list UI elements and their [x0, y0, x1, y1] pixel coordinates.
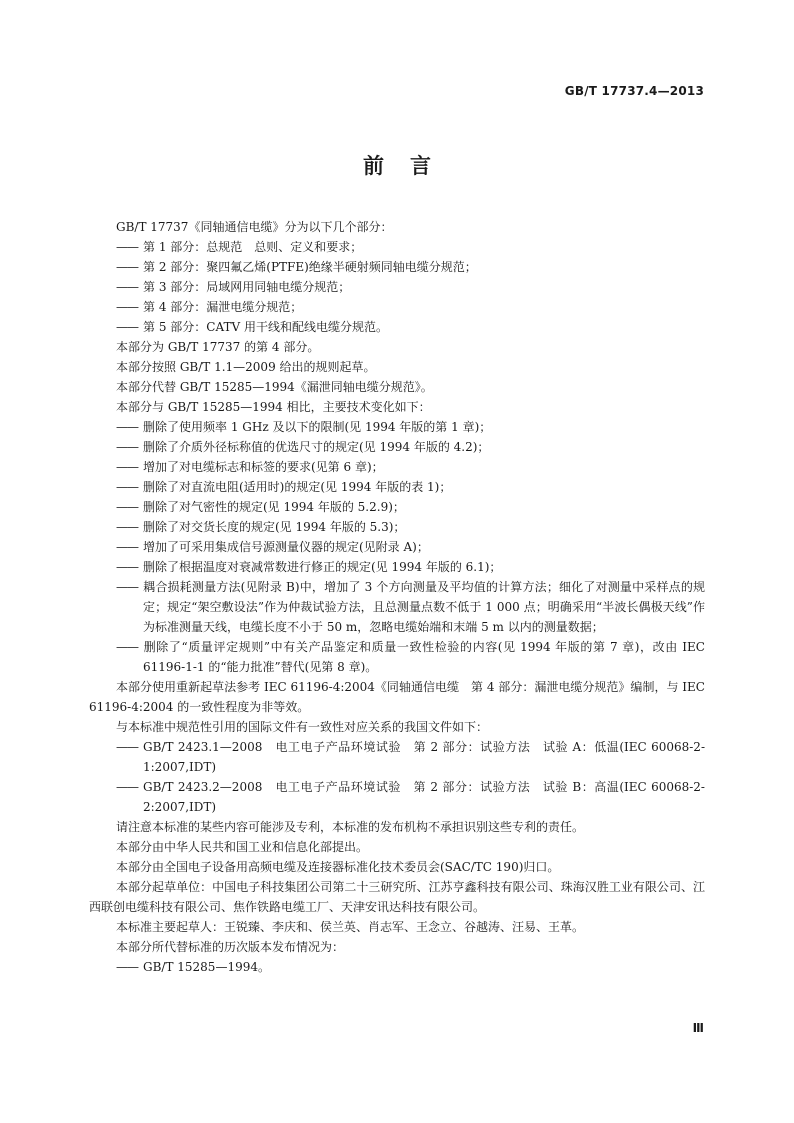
- drafting-rule: 本部分按照 GB/T 1.1—2009 给出的规则起草。: [116, 360, 376, 374]
- document-body: [89, 217, 705, 977]
- dash-marker: ——: [116, 640, 138, 654]
- dash-marker: ——: [116, 520, 138, 534]
- dash-marker: ——: [116, 480, 138, 494]
- list-item: —— 第 4 部分：漏泄电缆分规范；: [89, 297, 705, 317]
- list-item: —— 删除了使用频率 1 GHz 及以下的限制(见 1994 年版的第 1 章)；: [89, 417, 705, 437]
- dash-marker: ——: [116, 780, 138, 794]
- dash-marker: ——: [116, 280, 138, 294]
- dash-marker: ——: [116, 740, 138, 754]
- intro-paragraph: GB/T 17737《同轴通信电缆》分为以下几个部分：: [116, 220, 393, 234]
- refs-intro: 与本标准中规范性引用的国际文件有一致性对应关系的我国文件如下：: [116, 720, 489, 734]
- list-item: —— 第 5 部分：CATV 用干线和配线电缆分规范。: [89, 317, 705, 337]
- dash-marker: ——: [116, 460, 138, 474]
- dash-marker: ——: [116, 260, 138, 274]
- standard-number: GB/T 17737.4—2013: [564, 84, 704, 98]
- list-item: —— 删除了介质外径标称值的优选尺寸的规定(见 1994 年版的 4.2)；: [89, 437, 705, 457]
- dash-marker: ——: [116, 420, 138, 434]
- changes-intro: 本部分与 GB/T 15285—1994 相比，主要技术变化如下：: [116, 400, 431, 414]
- idt-statement: 本部分使用重新起草法参考 IEC 61196-4:2004《同轴通信电缆 第 4 部分：漏泄电缆分规范》编制，与 IEC 61196-4:2004 的一致性程度为非等效。: [89, 680, 705, 714]
- history-intro: 本部分所代替标准的历次版本发布情况为：: [116, 940, 345, 954]
- list-item: —— 删除了对交货长度的规定(见 1994 年版的 5.3)；: [89, 517, 705, 537]
- list-item: —— 删除了对气密性的规定(见 1994 年版的 5.2.9)；: [89, 497, 705, 517]
- dash-marker: ——: [116, 960, 138, 974]
- dash-marker: ——: [116, 500, 138, 514]
- list-item: —— 删除了根据温度对衰减常数进行修正的规定(见 1994 年版的 6.1)；: [89, 557, 705, 577]
- page-number: Ⅲ: [692, 1021, 704, 1035]
- dash-marker: ——: [116, 440, 138, 454]
- administrator-statement: 本部分由全国电子设备用高频电缆及连接器标准化技术委员会(SAC/TC 190)归口。: [116, 860, 560, 874]
- list-item: —— 删除了对直流电阻(适用时)的规定(见 1994 年版的表 1)；: [89, 477, 705, 497]
- dash-marker: ——: [116, 580, 138, 594]
- page-title: 前言: [363, 154, 457, 178]
- dash-marker: ——: [116, 240, 138, 254]
- list-item: —— 第 3 部分：局域网用同轴电缆分规范；: [89, 277, 705, 297]
- drafters: 本标准主要起草人：王锐臻、李庆和、侯兰英、肖志军、王念立、谷越涛、汪易、王革。: [116, 920, 585, 934]
- proposer-statement: 本部分由中华人民共和国工业和信息化部提出。: [116, 840, 369, 854]
- list-item: —— GB/T 2423.2—2008 电工电子产品环境试验 第 2 部分：试验方法 试验 B：高温(IEC 60068-2-2:2007,IDT): [89, 777, 705, 817]
- list-item: —— 耦合损耗测量方法(见附录 B)中，增加了 3 个方向测量及平均值的计算方法；细化了对测量中采样点的规定；规定“架空敷设法”作为仲裁试验方法，且总测量点数不低于 1 000 点；明确采用“半波长偶极天线”作为标准测量天线，电缆长度不小于 50 m，忽略电缆始端和末端 5 m 以内的测量数据；: [89, 577, 705, 637]
- list-item: —— GB/T 2423.1—2008 电工电子产品环境试验 第 2 部分：试验方法 试验 A：低温(IEC 60068-2-1:2007,IDT): [89, 737, 705, 777]
- list-item: —— 增加了对电缆标志和标签的要求(见第 6 章)；: [89, 457, 705, 477]
- dash-marker: ——: [116, 320, 138, 334]
- replaces-statement: 本部分代替 GB/T 15285—1994《漏泄同轴电缆分规范》。: [116, 380, 433, 394]
- list-item: —— 第 1 部分：总规范 总则、定义和要求；: [89, 237, 705, 257]
- dash-marker: ——: [116, 540, 138, 554]
- drafting-units: 本部分起草单位：中国电子科技集团公司第二十三研究所、江苏亨鑫科技有限公司、珠海汉胜工业有限公司、江西联创电缆科技有限公司、焦作铁路电缆工厂、天津安讯达科技有限公司。: [89, 880, 705, 914]
- list-item: —— 删除了“质量评定规则”中有关产品鉴定和质量一致性检验的内容(见 1994 年版的第 7 章)，改由 IEC 61196-1-1 的“能力批准”替代(见第 8 章)。: [89, 637, 705, 677]
- list-item: —— GB/T 15285—1994。: [89, 957, 705, 977]
- patent-notice: 请注意本标准的某些内容可能涉及专利，本标准的发布机构不承担识别这些专利的责任。: [116, 820, 585, 834]
- list-item: —— 增加了可采用集成信号源测量仪器的规定(见附录 A)；: [89, 537, 705, 557]
- part-statement: 本部分为 GB/T 17737 的第 4 部分。: [116, 340, 320, 354]
- list-item: —— 第 2 部分：聚四氟乙烯(PTFE)绝缘半硬射频同轴电缆分规范；: [89, 257, 705, 277]
- dash-marker: ——: [116, 560, 138, 574]
- dash-marker: ——: [116, 300, 138, 314]
